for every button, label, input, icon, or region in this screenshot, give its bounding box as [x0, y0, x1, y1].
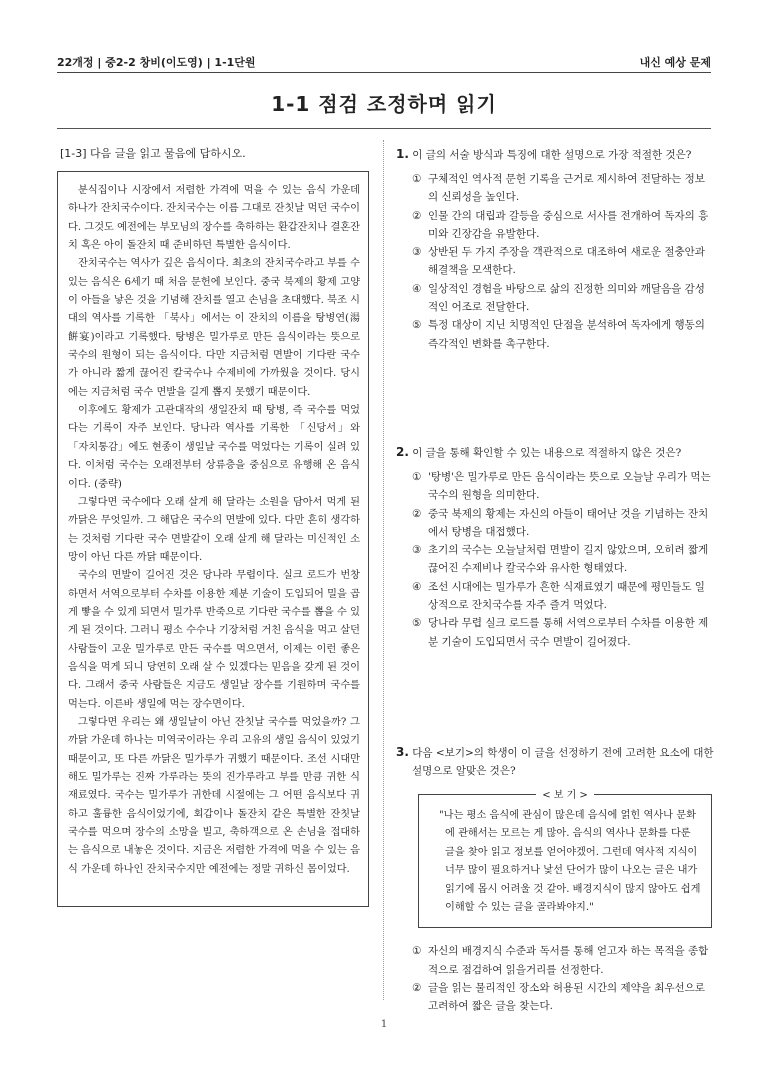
option-mark: ② — [412, 982, 422, 995]
passage-paragraph: 국수의 면발이 길어진 것은 당나라 무렵이다. 실크 로드가 번창하면서 서역으로부터 수차를 이용한 제분 기술이 도입되어 밀을 곱게 빻을 수 있게 되면서 밀가루 반죽으로 기다란 국수를 뽑을 수 있게 된 것이다. 그러니 평소 수수나 기장처럼 거친 음식을 먹고 살던 사람들이 고운 밀가루로 만든 국수를 먹으면서, 이제는 이런 좋은 음식을 먹게 되니 당연히 오래 살 수 있겠다는 믿음을 갖게 된 것이다. 그래서 중국 사람들은 지금도 생일날 장수를 기원하며 국수를 먹는다. 이른바 생일에 먹는 장수면이다. — [68, 570, 360, 710]
passage-paragraph: 그렇다면 국수에다 오래 살게 해 달라는 소원을 담아서 먹게 된 까닭은 무엇일까. 그 해답은 국수의 면발에 있다. 다만 흔히 생각하는 것처럼 기다란 국수 면발같이 오래 살게 해 달라는 미신적인 소망이 아닌 다른 까닭 때문이다. — [68, 496, 360, 563]
option-text: 인물 간의 대립과 갈등을 중심으로 서사를 전개하여 독자의 흥미와 긴장감을 유발한다. — [428, 209, 709, 240]
reading-passage — [57, 171, 369, 907]
question-number: 3. — [396, 745, 409, 759]
question-text: 이 글의 서술 방식과 특징에 대한 설명으로 가장 적절한 것은? — [412, 149, 692, 161]
passage-paragraph: 그렇다면 우리는 왜 생일날이 아닌 잔칫날 국수를 먹었을까? 그 까닭 가운데 하나는 미역국이라는 우리 고유의 생일 음식이 있었기 때문이고, 또 다른 까닭은 밀가루가 귀했기 때문이다. 조선 시대만 해도 밀가루는 진짜 가루라는 뜻의 진가루라고 부를 만큼 귀한 식재료였다. 국수는 밀가루가 귀한데 시절에는 그 어떤 음식보다 귀하고 훌륭한 음식이었기에, 회갑이나 돌잔치 같은 특별한 잔칫날 국수를 먹으며 장수의 소망을 빌고, 축하객으로 온 손님을 접대하는 음식으로 내놓은 것이다. 지금은 저렴한 가격에 먹을 수 있는 음식 가운데 하나인 잔치국수지만 예전에는 정말 귀하신 몸이었다. — [68, 716, 360, 875]
option-text: '탕병'은 밀가루로 만든 음식이라는 뜻으로 오늘날 우리가 먹는 국수의 원형을 의미한다. — [428, 471, 711, 502]
column-divider — [383, 140, 384, 1000]
question-stem — [396, 145, 714, 164]
option-mark: ② — [412, 507, 422, 520]
option-mark: ① — [412, 471, 422, 483]
header-rule — [57, 72, 711, 73]
page-title: 1-1 점검 조정하며 읽기 — [271, 92, 497, 116]
bogi-text: "나는 평소 음식에 관심이 많은데 음식에 얽힌 역사나 문화에 관해서는 모르는 게 많아. 음식의 역사나 문화를 다룬 글을 찾아 읽고 정보를 얻어야겠어. 그런데 역사적 지식이 너무 많이 필요하거나 낯선 단어가 많이 나오는 글은 내가 읽기에 몹시 어려울 것 같아. 배경지식이 많지 않아도 쉽게 이해할 수 있는 글을 골라봐야지." — [439, 810, 701, 914]
bogi-label: < 보 기 > — [536, 790, 594, 801]
option-text: 조선 시대에는 밀가루가 흔한 식재료였기 때문에 평민들도 일상적으로 잔치국수를 자주 즐겨 먹었다. — [428, 580, 705, 612]
answer-option[interactable] — [396, 614, 714, 651]
question-1 — [396, 145, 714, 353]
header-course-info: 22개정 | 중2-2 창비(이도영) | 1-1단원 — [57, 56, 256, 69]
option-text: 중국 북제의 황제는 자신의 아들이 태어난 것을 기념하는 잔치에서 탕병을 대접했다. — [428, 507, 709, 538]
bogi-label-wrap — [419, 787, 711, 805]
question-number: 2. — [396, 445, 409, 459]
option-text: 초기의 국수는 오늘날처럼 면발이 길지 않았으며, 오히려 짧게 끊어진 수제비나 칼국수와 유사한 형태였다. — [428, 544, 709, 575]
answer-option[interactable] — [396, 207, 714, 244]
question-text: 다음 <보기>의 학생이 이 글을 선정하기 전에 고려한 요소에 대한 설명으로 알맞은 것은? — [412, 747, 714, 777]
option-mark: ⑤ — [412, 617, 422, 630]
question-stem — [396, 743, 714, 780]
option-text: 일상적인 경험을 바탕으로 삶의 진정한 의미와 깨달음을 감성적인 어조로 전달한다. — [428, 282, 705, 314]
question-text: 이 글을 통해 확인할 수 있는 내용으로 적절하지 않은 것은? — [412, 447, 682, 459]
option-text: 구체적인 역사적 문헌 기록을 근거로 제시하여 전달하는 정보의 신뢰성을 높인다. — [428, 173, 705, 204]
passage-paragraph: 이후에도 황제가 고관대작의 생일잔치 때 탕병, 즉 국수를 먹었다는 기록이 자주 보인다. 당나라 역사를 기록한 「신당서」와 「자치통감」에도 현종이 생일날 국수를 먹었다는 기록이 실려 있다. 이처럼 국수는 오래전부터 상류층을 중심으로 유행해 온 음식이다. (중략) — [68, 405, 360, 490]
answer-option[interactable] — [396, 316, 714, 353]
question-2 — [396, 443, 714, 651]
passage-paragraph: 분식집이나 시장에서 저렴한 가격에 먹을 수 있는 음식 가운데 하나가 잔치국수이다. 잔치국수는 이름 그대로 잔칫날 먹던 국수이다. 그것도 예전에는 부모님의 장수를 축하하는 환갑잔치나 결혼잔치 혹은 아이 돌잔치 때 준비하던 특별한 음식이다. — [68, 185, 360, 252]
instruction: [1-3] 다음 글을 읽고 물음에 답하시오. — [60, 147, 246, 160]
option-mark: ④ — [412, 580, 422, 593]
option-mark: ② — [412, 209, 422, 222]
answer-option[interactable] — [396, 243, 714, 280]
bogi-box — [418, 790, 712, 928]
left-column — [57, 145, 369, 907]
question-3 — [396, 743, 714, 1016]
question-stem — [396, 443, 714, 462]
question-number: 1. — [396, 147, 409, 161]
option-text: 상반된 두 가지 주장을 객관적으로 대조하여 새로운 절충안과 해결책을 모색한다. — [428, 246, 705, 277]
option-mark: ④ — [412, 282, 422, 295]
option-text: 자신의 배경지식 수준과 독서를 통해 얻고자 하는 목적을 종합적으로 점검하여 읽을거리를 선정한다. — [428, 945, 709, 976]
answer-option[interactable] — [396, 280, 714, 317]
option-text: 당나라 무렵 실크 로드를 통해 서역으로부터 수차를 이용한 제분 기술이 도입되면서 국수 면발이 길어졌다. — [428, 617, 709, 648]
option-mark: ③ — [412, 246, 422, 259]
answer-option[interactable] — [396, 541, 714, 578]
answer-option[interactable] — [396, 505, 714, 542]
option-mark: ③ — [412, 544, 422, 557]
answer-option[interactable] — [396, 942, 714, 979]
answer-option[interactable] — [396, 578, 714, 615]
answer-option[interactable] — [396, 979, 714, 1016]
right-column — [396, 145, 714, 1013]
option-mark: ① — [412, 173, 422, 185]
page-number: 1 — [380, 1019, 388, 1030]
header-exam-label: 내신 예상 문제 — [639, 56, 711, 69]
option-text: 글을 읽는 물리적인 장소와 허용된 시간의 제약을 최우선으로 고려하여 짧은 글을 찾는다. — [428, 982, 705, 1013]
title-rule — [57, 128, 711, 129]
page-header — [57, 50, 711, 74]
option-text: 특정 대상이 지닌 치명적인 단점을 분석하여 독자에게 행동의 즉각적인 변화를 촉구한다. — [428, 319, 705, 350]
passage-paragraph: 잔치국수는 역사가 깊은 음식이다. 최초의 잔치국수라고 부를 수 있는 음식은 6세기 때 처음 문헌에 보인다. 중국 북제의 황제 고양이 아들을 낳은 것을 기념해 잔치를 열고 손님을 초대했다. 북조 시대의 역사를 기록한 「북사」에서는 이 잔치의 이름을 탕병연(湯餠宴)이라고 기록했다. 탕병은 밀가루로 만든 음식이라는 뜻으로 국수의 원형이 되는 음식이다. 다만 지금처럼 면발이 기다란 국수가 아니라 짧게 끊어진 칼국수나 수제비에 가까웠을 것이다. 당시에는 지금처럼 국수 면발을 길게 뽑지 못했기 때문이다. — [68, 258, 360, 398]
option-mark: ⑤ — [412, 319, 422, 332]
answer-option[interactable] — [396, 468, 714, 505]
answer-option[interactable] — [396, 170, 714, 207]
option-mark: ① — [412, 945, 422, 958]
